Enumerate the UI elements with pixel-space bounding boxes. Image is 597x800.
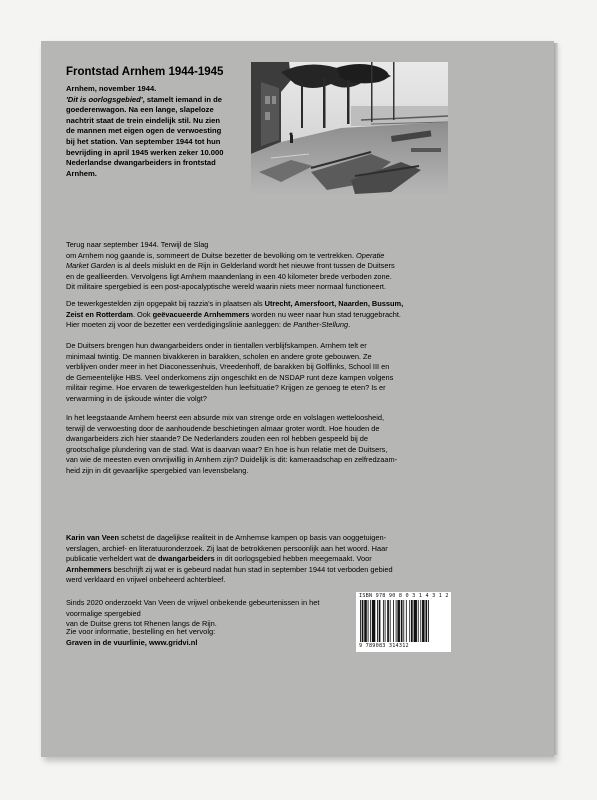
intro-line: goederenwagon. Na een lange, slapeloze [66,105,214,115]
text-line: militair regime. Hoe ervaren de tewerkgestelden hun leefsituatie? Krijgen ze genoeg te eten? Is er [66,383,386,393]
bold-span: Zeist en Rotterdam [66,309,133,319]
paragraph-september-1944 [66,240,450,293]
text-line: de Gemeentelijke HBS. Veel onderkomens zijn ongeschikt en de NSDAP runt deze kampen volgens [66,372,394,382]
text-line: verblijven onder meer in het Diaconessenhuis, Vreedenhoff, de barakken bij Golflinks, School III en [66,362,390,372]
text-line: minimaal twintig. De mannen bivakkeren in barakken, scholen en andere grote gebouwen. Ze [66,351,372,361]
text-line: is al deels mislukt en de Rijn in Gelderland wordt het nieuwe front tussen de Duitsers [115,261,395,271]
contact-info [66,626,306,648]
bold-span: dwangarbeiders [158,554,215,564]
text-line: Terug naar september 1944. Terwijl de Slag [66,240,209,249]
intro-line: bevrijding in april 1945 werken zeker 10.000 [66,147,224,157]
intro-quote: 'Dit is oorlogsgebied' [66,94,143,104]
barcode [356,592,451,652]
barcode-bar [393,600,394,642]
text-span: werd verklaard en vrijwel onbeheerd achterbleef. [66,575,226,585]
text-span: verslagen, archief- en literatuuronderzoek. Zij laat de betrokkenen persoonlijk aan het woord. Haar [66,543,388,553]
text-line: dwangarbeiders zich hier staande? De Nederlanders zouden een rol hebben gespeeld bij de [66,434,368,444]
text-line: terwijl de verwoesting door de aanhoudende beschietingen almaar groter wordt. Hoe houden de [66,423,380,433]
contact-line: Zie voor informatie, bestelling en het vervolg: [66,627,216,636]
barcode-bar [422,600,425,642]
text-line: om Arnhem nog gaande is, sommeert de Duitse bezetter de bevolking om te vertrekken. [66,250,357,260]
text-line: In het leegstaande Arnhem heerst een absurde mix van strenge orde en volslagen wetteloosheid, [66,413,385,422]
bold-span: geëvacueerde Arnhemmers [152,309,250,319]
barcode-bar [420,600,421,642]
barcode-bar [383,600,384,642]
war-photo [251,62,448,198]
barcode-bar [396,600,397,642]
intro-line: bij het station. Van september 1944 tot hun [66,136,221,146]
barcode-bar [428,600,429,642]
barcode-bar [411,600,413,642]
barcode-bar [406,600,407,642]
text-span: worden nu weer naar hun stad teruggebracht. [249,309,401,319]
bold-span: Utrecht, Amersfoort, Naarden, Bussum, [264,299,404,308]
text-line: heid zijn in dit gevaarlijke spergebied van levensbelang. [66,465,249,475]
barcode-bar [401,600,403,642]
text-span: schetst de dagelijkse realiteit in de Arnhemse kampen op basis van ooggetuigen- [119,533,387,542]
text-line: van wie de meesten even onvrijwillig in Arnhem zijn? Duidelijk is dit: kameraadschap en zelfredzaam- [66,455,398,465]
barcode-bar [368,600,369,642]
text-span: . Ook [132,309,153,319]
text-line: De Duitsers brengen hun dwangarbeiders onder in tientallen verblijfskampen. Arnhem telt er [66,341,367,350]
barcode-bar [409,600,410,642]
bold-span: Arnhemmers [66,564,112,574]
intro-line: de mannen met eigen ogen de verwoesting [66,126,222,136]
intro-line: Nederlandse dwangarbeiders in frontstad [66,158,216,168]
barcode-bar [403,600,404,642]
barcode-bar [397,600,400,642]
barcode-bar [390,600,391,642]
paragraph-camps [66,341,450,405]
intro-line: Arnhem. [66,168,97,178]
barcode-bar [418,600,419,642]
text-span: publicatie verheldert wat de [66,554,159,564]
paragraph-razzias [66,299,450,331]
author-name: Karin van Veen [66,533,119,542]
barcode-bar [387,600,389,642]
italic-term: Operatie [356,250,385,260]
isbn-text: ISBN 978 90 8 0 3 1 4 3 1 2 [359,593,449,599]
barcode-bar [362,600,364,642]
paragraph-empty-arnhem [66,413,450,477]
barcode-bars [360,600,447,642]
barcode-bar [414,600,417,642]
text-line: grootschalige plundering van de stad. Wat is daarvan waar? En hoe is hun relatie met de Duitsers, [66,444,388,454]
text-line: en de geallieerden. Vervolgens ligt Arnhem maandenlang in een 40 kilometer brede verboden zone. [66,271,392,281]
paragraph-research [66,598,356,630]
book-title: Frontstad Arnhem 1944-1945 [66,66,224,78]
text-span: in dit oorlogsgebied hebben meegemaakt. Voor [214,554,372,564]
text-span: . [348,320,351,330]
text-line: van de Duitse grens tot Rhenen langs de Rijn. [66,619,217,629]
text-span: Hier moeten zij voor de bezetter een verdedigingslinie aanleggen: de [66,320,294,330]
barcode-bar [385,600,386,642]
intro-dateline: Arnhem, november 1944. [66,84,157,93]
italic-term: Panther-Stellung [293,320,349,330]
italic-term: Market Garden [66,261,116,271]
barcode-bar [425,600,427,642]
intro-line: , stamelt iemand in de [142,94,222,104]
paragraph-author [66,533,450,586]
text-line: Sinds 2020 onderzoekt Van Veen de vrijwel onbekende gebeurtenissen in het voormalige spergebied [66,598,320,618]
barcode-bar [360,600,361,642]
ruined-street-photo [251,62,448,198]
barcode-bar [364,600,367,642]
text-span: De tewerkgestelden zijn opgepakt bij razzia's in plaatsen als [66,299,265,308]
barcode-bar [370,600,371,642]
barcode-bar [372,600,375,642]
text-span: beschrijft zij wat er is gebeurd nadat hun stad in september 1944 tot verboden gebied [111,564,393,574]
intro-paragraph [66,84,244,179]
text-line: Dit militaire spergebied is een post-apocalyptische wereld waarin niets meer normaal functioneert. [66,282,387,292]
website-line: Graven in de vuurlinie, www.gridvi.nl [66,638,198,647]
barcode-number: 9 789083 314312 [359,643,409,649]
text-line: verwarming in de ijskoude winter die volgt? [66,393,207,403]
barcode-bar [377,600,378,642]
intro-line: nachtrit staat de trein eindelijk stil. Nu zien [66,115,221,125]
barcode-bar [379,600,381,642]
intro-first-line [66,95,244,106]
